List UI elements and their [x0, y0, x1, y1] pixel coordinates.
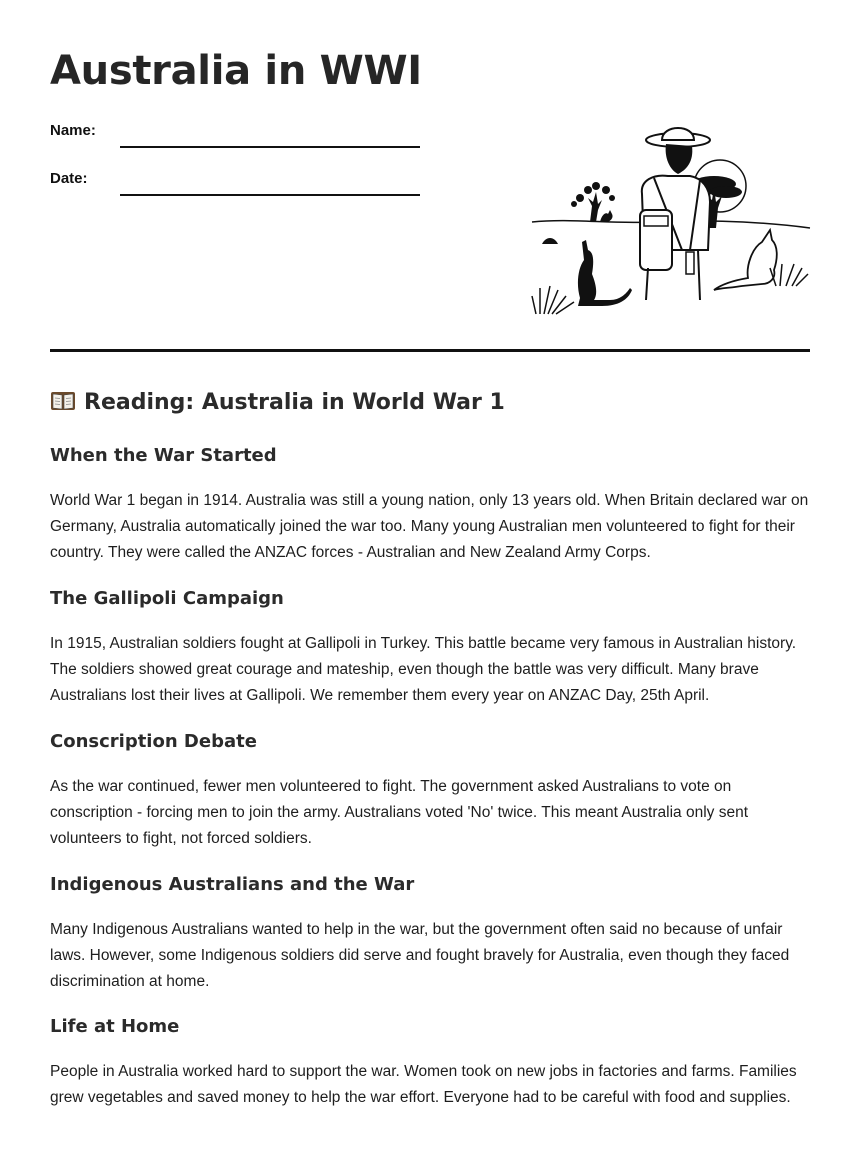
name-field[interactable]: [50, 122, 430, 152]
kangaroo-left-icon: [578, 240, 632, 306]
section-body: As the war continued, fewer men volunteered to fight. The government asked Australians to vote on conscription - forcing men to join the army. Australians voted 'No' twice. This meant Australia only sent volunteers to fight, not forced soldiers.: [50, 778, 748, 847]
section-when-war-started: [50, 444, 812, 566]
page-title: Australia in WWI: [50, 48, 422, 94]
kangaroo-right-icon: [714, 230, 777, 290]
open-book-icon: [50, 390, 76, 418]
section-heading: Indigenous Australians and the War: [50, 874, 415, 895]
section-indigenous: [50, 873, 812, 995]
section-heading: The Gallipoli Campaign: [50, 588, 284, 609]
section-body: In 1915, Australian soldiers fought at Gallipoli in Turkey. This battle became very famous in Australian history. The soldiers showed great courage and mateship, even though the battle was very difficult. Many brave Australians lost their lives at Gallipoli. We remember them every year on ANZAC Day, 25th April.: [50, 635, 797, 704]
reading-heading: [50, 390, 505, 418]
section-body: People in Australia worked hard to support the war. Women took on new jobs in factories and farms. Families grew vegetables and saved money to help the war effort. Everyone had to be careful with food and supplies.: [50, 1063, 797, 1106]
date-field[interactable]: [50, 170, 430, 200]
reading-heading-text: Reading: Australia in World War 1: [84, 390, 505, 415]
section-heading: Life at Home: [50, 1016, 180, 1037]
section-conscription: [50, 730, 812, 852]
grass-small-icon: [542, 238, 558, 244]
soldier-icon: [640, 128, 710, 300]
date-line[interactable]: [120, 194, 420, 196]
name-label: Name:: [50, 122, 96, 139]
soldier-kangaroo-illustration: [530, 118, 812, 324]
grass-left-icon: [532, 286, 574, 314]
small-kangaroo-icon: [600, 210, 613, 222]
section-body: World War 1 began in 1914. Australia was still a young nation, only 13 years old. When Britain declared war on Germany, Australia automatically joined the war too. Many young Australian men volunteered to fight for their country. They were called the ANZAC forces - Australian and New Zealand Army Corps.: [50, 492, 809, 561]
section-heading: When the War Started: [50, 445, 277, 466]
section-gallipoli: [50, 587, 812, 709]
section-life-at-home: [50, 1015, 812, 1111]
section-heading: Conscription Debate: [50, 731, 257, 752]
name-line[interactable]: [120, 146, 420, 148]
header-divider: [50, 349, 810, 352]
section-body: Many Indigenous Australians wanted to help in the war, but the government often said no because of unfair laws. However, some Indigenous soldiers did serve and fought bravely for Australia, even though they faced discrimination at home.: [50, 921, 790, 990]
date-label: Date:: [50, 170, 88, 187]
